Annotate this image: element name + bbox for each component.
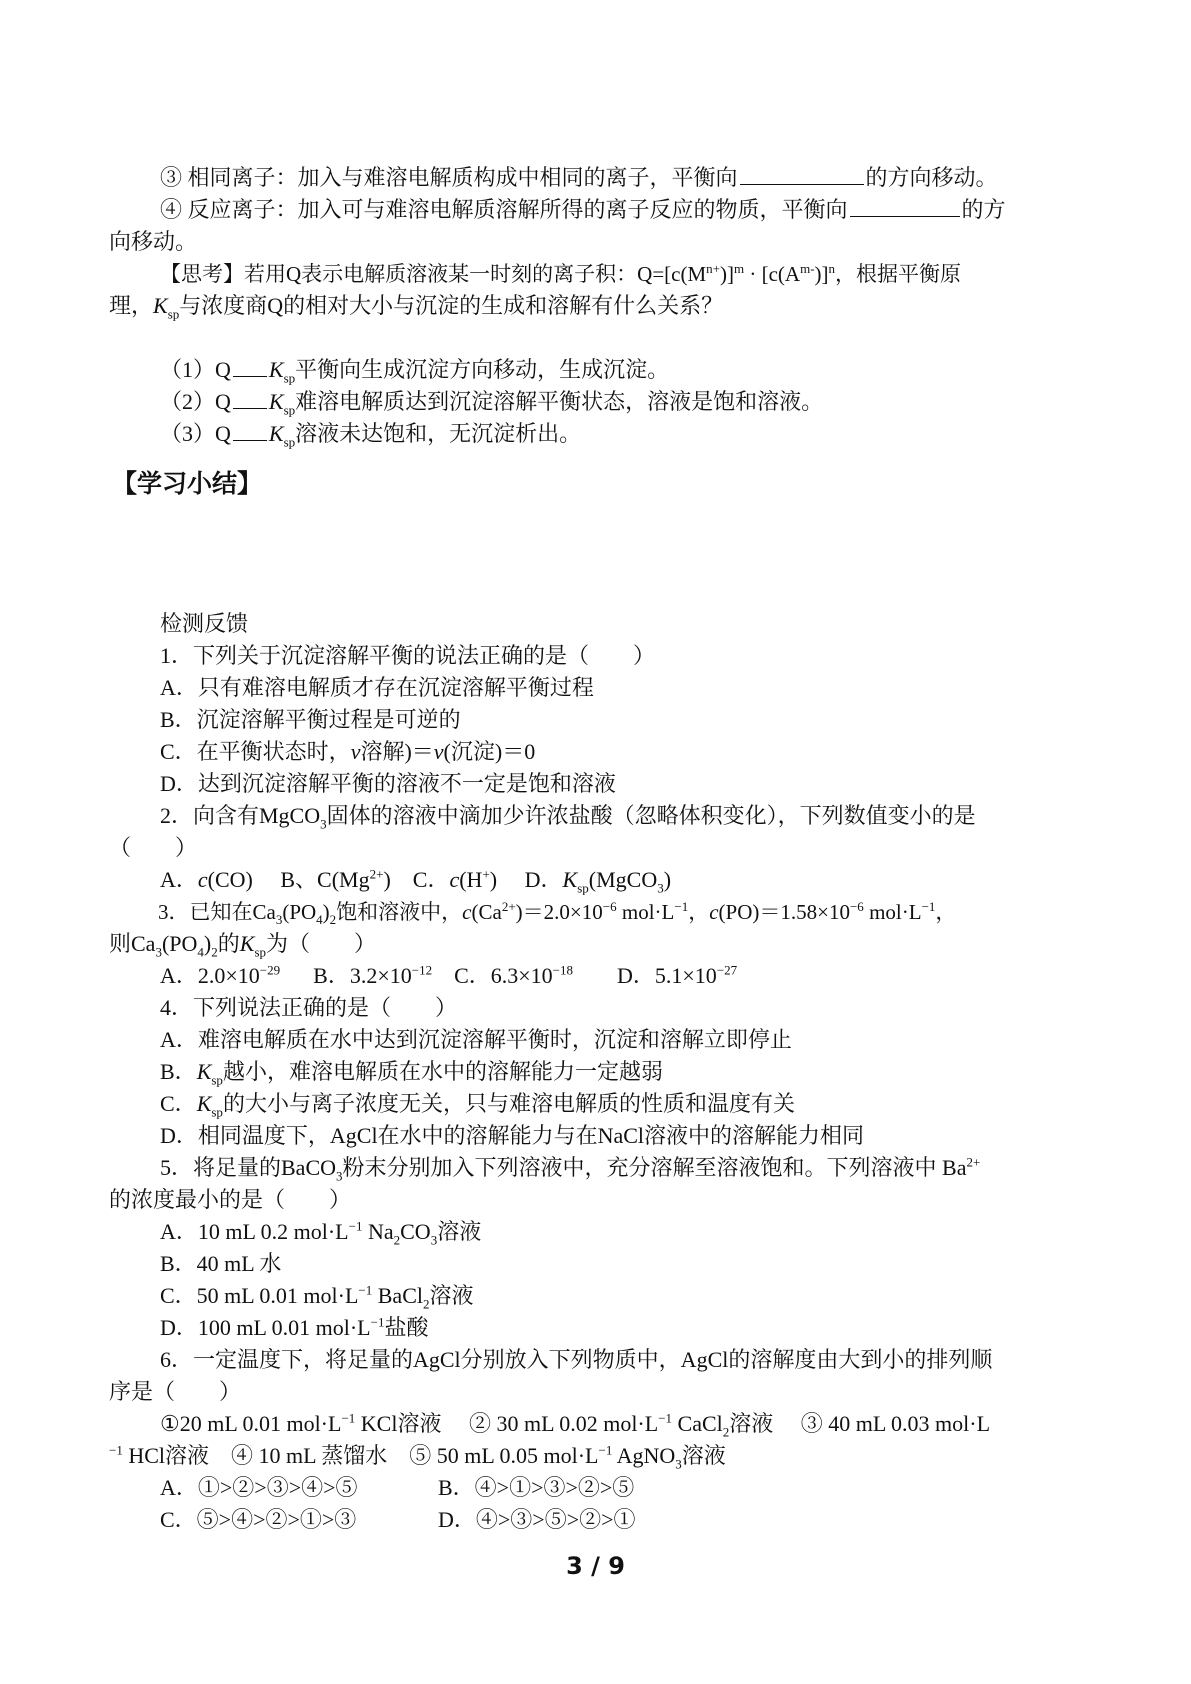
option[interactable]: D．达到沉淀溶解平衡的溶液不一定是饱和溶液 bbox=[160, 771, 616, 796]
answer-blank[interactable] bbox=[233, 418, 267, 441]
text-line: 理，$K_{sp}$与浓度商Q的相对大小与沉淀的生成和溶解有什么关系？ bbox=[109, 293, 724, 322]
option[interactable]: A．①>②>③>④>⑤ bbox=[160, 1475, 358, 1500]
text-line: 【思考】若用Q表示电解质溶液某一时刻的离子积：$Q=[c(M^{n+})]^m \cdot [c(A^{m-})]^n$，根据平衡原 bbox=[160, 261, 962, 286]
text-line: 向移动。 bbox=[109, 229, 198, 254]
question-5: 5．将足量的BaCO$_3$粉末分别加入下列溶液中，充分溶解至溶液饱和。下列溶液中 $Ba^{2+}$ bbox=[160, 1154, 981, 1184]
option[interactable]: D．相同温度下，AgCl在水中的溶解能力与在NaCl溶液中的溶解能力相同 bbox=[160, 1123, 865, 1148]
text-line: ③ 相同离子：加入与难溶电解质构成中相同的离子，平衡向 的方向移动。 bbox=[160, 162, 998, 194]
question-2: 2．向含有MgCO$_3$固体的溶液中滴加少许浓盐酸（忽略体积变化），下列数值变小的是 bbox=[160, 803, 976, 832]
option[interactable]: A．10 mL 0.2 $mol\cdot L^{-1}$ $Na_2CO_3$溶液 bbox=[160, 1218, 482, 1248]
option[interactable]: C．50 mL 0.01 $mol\cdot L^{-1}$ BaCl$_2$溶液 bbox=[160, 1282, 474, 1312]
option[interactable]: A．难溶电解质在水中达到沉淀溶解平衡时，沉淀和溶解立即停止 bbox=[160, 1027, 792, 1052]
answer-blank[interactable] bbox=[850, 194, 960, 217]
text-line: $^{-1}$ HCl溶液 ④ 10 mL 蒸馏水 ⑤ 50 mL 0.05 $mol\cdot L^{-1}$ AgNO$_3$溶液 bbox=[109, 1442, 726, 1472]
option[interactable]: B．沉淀溶解平衡过程是可逆的 bbox=[160, 707, 461, 732]
option[interactable]: D．100 mL 0.01 $mol\cdot L^{-1}$盐酸 bbox=[160, 1314, 429, 1340]
answer-blank[interactable] bbox=[233, 354, 267, 377]
option[interactable]: B．④>①>③>②>⑤ bbox=[438, 1475, 635, 1500]
text-line: （ ） bbox=[109, 835, 198, 860]
options-row[interactable]: A．$2.0\times 10^{-29}$ B．$3.2\times 10^{-12}$ C．$6.3\times 10^{-18}$ D．$5.1\times 10^{-27}$ bbox=[160, 962, 738, 988]
text-line: ①20 mL 0.01 $mol\cdot L^{-1}$ KCl溶液 ② 30 mL 0.02 $mol\cdot L^{-1}$ CaCl$_2$溶液 ③ 40 mL 0.03 mol·L bbox=[160, 1410, 991, 1440]
option[interactable]: D．④>③>⑤>②>① bbox=[438, 1507, 636, 1532]
question-1: 1．下列关于沉淀溶解平衡的说法正确的是（ ） bbox=[160, 643, 656, 668]
section-heading: 【学习小结】 bbox=[112, 469, 263, 498]
text-line: （3）Q $K_{sp}$溶液未达饱和，无沉淀析出。 bbox=[160, 418, 581, 450]
section-title: 检测反馈 bbox=[160, 611, 249, 636]
option[interactable]: C．在平衡状态时，v溶解)＝v(沉淀)＝0 bbox=[160, 739, 536, 764]
question-4: 4．下列说法正确的是（ ） bbox=[160, 995, 458, 1020]
text-line: 的浓度最小的是（ ） bbox=[109, 1187, 352, 1212]
page-number: 3 / 9 bbox=[566, 1552, 625, 1580]
option[interactable]: C．$K_{sp}$的大小与离子浓度无关，只与难溶电解质的性质和温度有关 bbox=[160, 1091, 795, 1120]
text-line: ④ 反应离子：加入可与难溶电解质溶解所得的离子反应的物质，平衡向 的方 bbox=[160, 194, 1006, 226]
option[interactable]: B．40 mL 水 bbox=[160, 1251, 282, 1276]
option[interactable]: A．只有难溶电解质才存在沉淀溶解平衡过程 bbox=[160, 675, 594, 700]
option[interactable]: C．⑤>④>②>①>③ bbox=[160, 1507, 357, 1532]
answer-blank[interactable] bbox=[233, 386, 267, 409]
text-line: 序是（ ） bbox=[109, 1379, 242, 1404]
text-line: 则$Ca_3(PO_4)_2$的$K_{sp}$为（ ） bbox=[109, 931, 377, 960]
text-line: （2）Q $K_{sp}$难溶电解质达到沉淀溶解平衡状态，溶液是饱和溶液。 bbox=[160, 386, 823, 418]
question-6: 6．一定温度下，将足量的AgCl分别放入下列物质中，AgCl的溶解度由大到小的排列顺 bbox=[160, 1347, 993, 1372]
text-line: （1）Q $K_{sp}$平衡向生成沉淀方向移动，生成沉淀。 bbox=[160, 354, 669, 386]
options-row[interactable]: A．c(CO) B、$C(Mg^{2+})$ C．c(H+) D．$K_{sp}(MgCO_3)$ bbox=[160, 866, 672, 896]
option[interactable]: B．$K_{sp}$越小，难溶电解质在水中的溶解能力一定越弱 bbox=[160, 1059, 663, 1088]
answer-blank[interactable] bbox=[740, 162, 864, 185]
question-3: 3．已知在$Ca_3(PO_4)_2$饱和溶液中，$c(Ca^{2+})=2.0\times 10^{-6}$ $mol\cdot L^{-1}$，$c(PO)=1.58\times 10^{-6}$ $mol\cdot L^{-1}$， bbox=[158, 899, 957, 928]
